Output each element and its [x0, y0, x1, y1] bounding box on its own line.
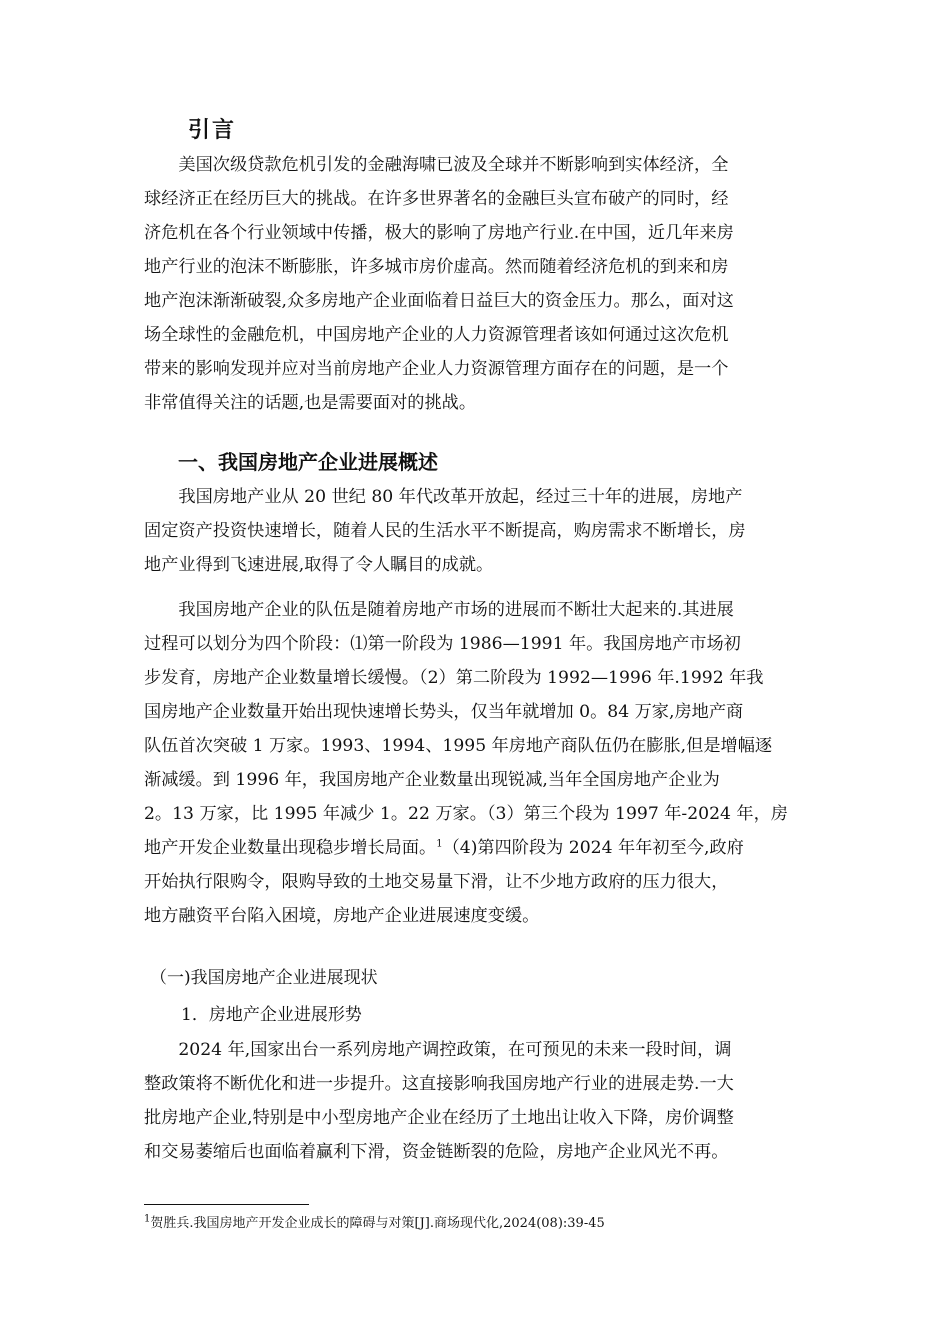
- text-line: 批房地产企业,特别是中小型房地产企业在经历了土地出让收入下降，房价调整: [144, 1108, 734, 1128]
- intro-paragraph: [144, 148, 810, 420]
- section-heading: 一、我国房地产企业进展概述: [178, 450, 438, 474]
- text-line: 非常值得关注的话题,也是需要面对的挑战。: [144, 393, 477, 413]
- text-line: 渐减缓。到 1996 年，我国房地产企业数量出现锐减,当年全国房地产企业为: [144, 770, 720, 790]
- text-line: 地产泡沫渐渐破裂,众多房地产企业面临着日益巨大的资金压力。那么，面对这: [144, 291, 734, 311]
- text-segment: （4)第四阶段为 2024 年年初至今,政府: [442, 838, 744, 858]
- footnote: [144, 1212, 605, 1231]
- intro-heading: 引言: [188, 117, 237, 143]
- text-line: 地产行业的泡沫不断膨胀，许多城市房价虚高。然而随着经济危机的到来和房: [144, 257, 729, 277]
- text-line: 和交易萎缩后也面临着赢利下滑，资金链断裂的危险，房地产企业风光不再。: [144, 1142, 729, 1162]
- text-line: 我国房地产企业的队伍是随着房地产市场的进展而不断壮大起来的.其进展: [144, 600, 734, 620]
- text-line: 场全球性的金融危机，中国房地产企业的人力资源管理者该如何通过这次危机: [144, 325, 729, 345]
- situation-paragraph: [144, 1033, 810, 1169]
- overview-paragraph: [144, 480, 810, 582]
- text-line: 固定资产投资快速增长，随着人民的生活水平不断提高，购房需求不断增长，房: [144, 521, 746, 541]
- text-line: 开始执行限购令，限购导致的土地交易量下滑，让不少地方政府的压力很大，: [144, 872, 729, 892]
- text-line: 2024 年,国家出台一系列房地产调控政策，在可预见的未来一段时间，调: [144, 1040, 732, 1060]
- footnote-marker: 1: [144, 1213, 151, 1225]
- text-line: 球经济正在经历巨大的挑战。在许多世界著名的金融巨头宣布破产的同时，经: [144, 189, 729, 209]
- text-line: 济危机在各个行业领域中传播，极大的影响了房地产行业.在中国，近几年来房: [144, 223, 734, 243]
- text-line: 带来的影响发现并应对当前房地产企业人力资源管理方面存在的问题，是一个: [144, 359, 729, 379]
- text-line: [144, 831, 810, 865]
- stages-paragraph: [144, 593, 810, 933]
- footnote-text: 贺胜兵.我国房地产开发企业成长的障碍与对策[J].商场现代化,2024(08):39-45: [150, 1216, 605, 1231]
- subsection-heading: （一)我国房地产企业进展现状: [150, 968, 378, 988]
- text-line: 整政策将不断优化和进一步提升。这直接影响我国房地产行业的进展走势.一大: [144, 1074, 734, 1094]
- sub-subsection-heading: 1．房地产企业进展形势: [181, 1005, 362, 1025]
- text-segment: 地产开发企业数量出现稳步增长局面。: [144, 838, 437, 858]
- text-line: 过程可以划分为四个阶段：⑴第一阶段为 1986—1991 年。我国房地产市场初: [144, 634, 741, 654]
- text-line: 地方融资平台陷入困境，房地产企业进展速度变缓。: [144, 906, 540, 926]
- footnote-divider: [144, 1204, 309, 1205]
- text-line: 我国房地产业从 20 世纪 80 年代改革开放起，经过三十年的进展，房地产: [144, 487, 743, 507]
- text-line: 地产业得到飞速进展,取得了令人瞩目的成就。: [144, 555, 494, 575]
- text-line: 国房地产企业数量开始出现快速增长势头，仅当年就增加 0。84 万家,房地产商: [144, 702, 744, 722]
- text-line: 步发育，房地产企业数量增长缓慢。（2）第二阶段为 1992—1996 年.1992 年我: [144, 668, 764, 688]
- text-line: 2。13 万家，比 1995 年减少 1。22 万家。（3）第三个段为 1997 年-2024 年，房: [144, 804, 788, 824]
- text-line: 队伍首次突破 1 万家。1993、1994、1995 年房地产商队伍仍在膨胀,但是增幅逐: [144, 736, 773, 756]
- footnote-reference[interactable]: 1: [436, 838, 443, 850]
- text-line: 美国次级贷款危机引发的金融海啸已波及全球并不断影响到实体经济，全: [144, 155, 729, 175]
